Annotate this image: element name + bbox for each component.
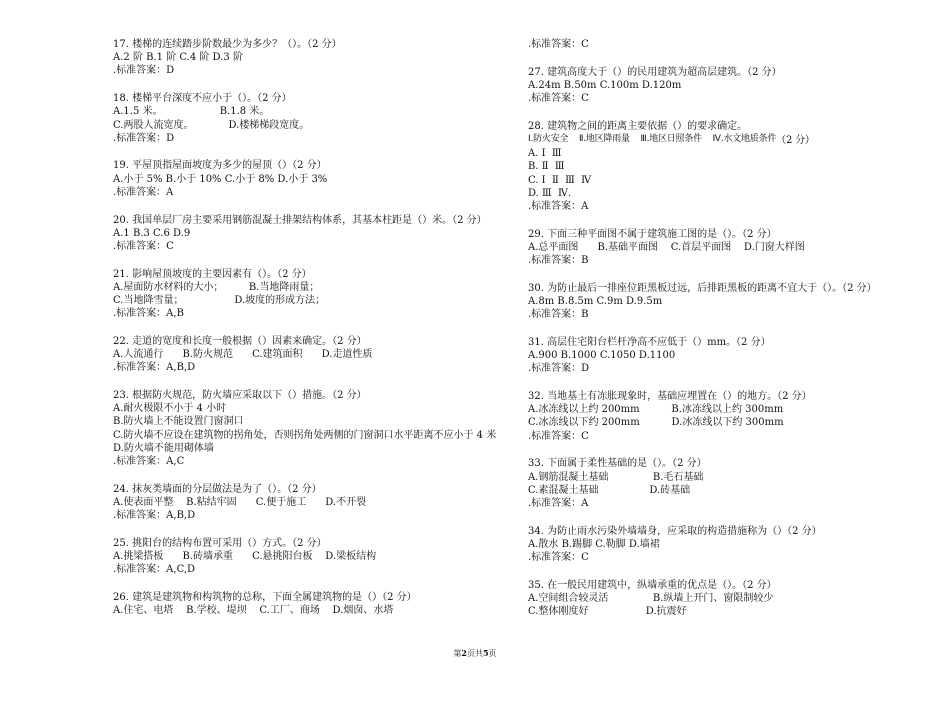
question-options: A.耐火极限不小于 4 小时 (113, 403, 227, 415)
question-options: A.冰冻线以上约 200mm B.冰冻线以上约 300mm (528, 404, 784, 416)
page-footer (0, 648, 950, 659)
question-options: A.8m B.8.5m C.9m D.9.5m (528, 296, 663, 308)
question-options: A.总平面图 B.基础平面图 C.首层平面图 D.门窗大样图 (528, 241, 805, 253)
question-options: A.挑梁搭板 B.砖墙承重 C.悬挑阳台板 D.梁板结构 (113, 551, 377, 563)
standard-answer: .标准答案：D (113, 65, 175, 77)
question-block (113, 483, 505, 523)
question-options: A.900 B.1000 C.1050 D.1100 (528, 350, 676, 362)
question-options: A.住宅、电塔 B.学校、堤坝 C.工厂、商场 D.烟囱、水塔 (113, 605, 394, 617)
standard-answer: .标准答案：C (528, 93, 589, 105)
question-options: C.当地降雪量； D.坡度的形成方法； (113, 295, 326, 307)
standard-answer: .标准答案：A (113, 186, 174, 198)
question-block (113, 537, 505, 577)
question-title: 31. 高层住宅阳台栏杆净高不应低于（）mm。（2 分） (528, 336, 771, 348)
question-options: C.素混凝土基础 D.砖基础 (528, 484, 691, 496)
question-options: A.散水 B.踢脚 C.勒脚 D.墙裙 (528, 538, 660, 550)
question-title: 35. 在一般民用建筑中，纵墙承重的优点是（）。（2 分） (528, 579, 777, 591)
question-options: A. Ⅰ Ⅲ (528, 148, 562, 160)
question-title: 17. 楼梯的连续踏步阶数最少为多少？（）。（2 分） (113, 39, 342, 50)
standard-answer: .标准答案：A (528, 497, 589, 509)
question-options: D. Ⅲ Ⅳ. (528, 187, 572, 199)
carried-answer: .标准答案：C (528, 39, 589, 50)
question-title: 24. 抹灰类墙面的分层做法是为了（）。（2 分） (113, 483, 322, 495)
footer-text: 页 (488, 649, 497, 658)
question-options: C.冰冻线以下约 200mm D.冰冻线以下约 300mm (528, 417, 784, 429)
question-block (113, 389, 505, 468)
question-title: 32. 当地基土有冻胀现象时，基础应埋置在（）的地方。（2 分） (528, 391, 812, 403)
standard-answer: .标准答案：A,B,D (113, 510, 196, 522)
question-block (113, 92, 505, 145)
question-title: 21. 影响屋顶坡度的主要因素有（）。（2 分） (113, 268, 312, 280)
question-title: 28. 建筑物之间的距离主要依据（）的要求确定。 (528, 120, 748, 132)
question-options: A.屋面防水材料的大小； B.当地降雨量； (113, 281, 320, 293)
standard-answer: .标准答案：D (528, 363, 590, 375)
question-options: A.24m B.50m C.100m D.120m (528, 79, 682, 91)
standard-answer: .标准答案：B (528, 255, 589, 267)
question-options: A.人流通行 B.防火规范 C.建筑面积 D.走道性质 (113, 349, 373, 361)
right-column (528, 38, 888, 633)
question-options: C.防火墙不应设在建筑物的拐角处，否则拐角处两侧的门窗洞口水平距离不应小于 4 米 (113, 429, 497, 441)
question-options: A.1.5 米。 B.1.8 米。 (113, 106, 270, 118)
footer-page-number: 2 (461, 648, 467, 658)
question-block (528, 66, 888, 106)
question-options: A.1 B.3 C.6 D.9 (113, 227, 191, 239)
question-options: D.防火墙不能用砌体墙 (113, 442, 214, 454)
standard-answer: .标准答案：A,B,D (113, 362, 196, 374)
question-block (113, 591, 505, 617)
question-title: 34. 为防止雨水污染外墙墙身，应采取的构造措施称为（）（2 分） (528, 525, 822, 537)
question-options: A.空间组合较灵活 B.纵墙上开门、窗限制较少 (528, 593, 774, 604)
question-block (528, 120, 888, 213)
question-block (528, 282, 888, 322)
question-points: （2 分） (776, 135, 815, 147)
question-subline (528, 133, 888, 147)
standard-answer: .标准答案：A,B (113, 308, 184, 320)
footer-text: 第 (453, 649, 462, 658)
question-block (113, 335, 505, 375)
question-block (528, 228, 888, 268)
question-title: 22. 走道的宽度和长度一般根据（）因素来确定。（2 分） (113, 335, 367, 347)
question-title: 30. 为防止最后一排座位距黑板过远，后排距黑板的距离不宜大于（）。（2 分） (528, 282, 877, 294)
question-title: 27. 建筑高度大于（）的民用建筑为超高层建筑。（2 分） (528, 66, 782, 78)
question-block (528, 579, 888, 619)
standard-answer: .标准答案：C (113, 240, 174, 252)
standard-answer: .标准答案：B (528, 309, 589, 321)
question-block (113, 214, 505, 254)
question-title: 26. 建筑是建筑物和构筑物的总称，下面全属建筑物的是（）（2 分） (113, 592, 417, 603)
standard-answer: .标准答案：A,C,D (113, 564, 196, 576)
left-column (113, 38, 505, 632)
question-options: A.使表面平整 B.粘结牢固 C.便于施工 D.不开裂 (113, 496, 367, 508)
question-block (528, 336, 888, 376)
question-options: A.2 阶 B.1 阶 C.4 阶 D.3 阶 (113, 52, 243, 64)
question-block (528, 525, 888, 565)
question-title: 25. 挑阳台的结构布置可采用（）方式。（2 分） (113, 537, 327, 549)
standard-answer: .标准答案：A (528, 201, 589, 213)
question-options: C.整体刚度好 D.抗震好 (528, 606, 687, 618)
question-title: 29. 下面三种平面图不属于建筑施工图的是（）。（2 分） (528, 228, 777, 240)
footer-text: 页共 (467, 649, 483, 658)
question-block (528, 457, 888, 510)
standard-answer: .标准答案：A,C (113, 456, 185, 468)
question-block (113, 159, 505, 199)
question-title: 19. 平屋顶指屋面坡度为多少的屋顶（）（2 分） (113, 160, 327, 172)
standard-answer: .标准答案：D (113, 132, 175, 144)
question-title: 33. 下面属于柔性基础的是（）。（2 分） (528, 458, 707, 470)
question-options: A.钢筋混凝土基础 B.毛石基础 (528, 471, 704, 483)
question-options: C.两股人流宽度。 D.楼梯梯段宽度。 (113, 119, 310, 131)
question-block (528, 390, 888, 443)
question-block (113, 268, 505, 321)
question-options: B.防火墙上不能设置门窗洞口 (113, 416, 244, 428)
question-title: 20. 我国单层厂房主要采用钢筋混凝土排架结构体系，其基本柱距是（）米。（2 分） (113, 214, 487, 226)
question-options: A.小于 5% B.小于 10% C.小于 8% D.小于 3% (113, 173, 328, 185)
footer-total-pages: 5 (483, 648, 489, 658)
question-options: C. Ⅰ Ⅱ Ⅲ Ⅳ (528, 174, 592, 186)
question-block (113, 38, 505, 78)
question-title: 18. 楼梯平台深度不应小于（）。（2 分） (113, 93, 292, 105)
standard-answer: .标准答案：C (528, 430, 589, 442)
subline-text: Ⅰ.防火安全 Ⅱ.地区降雨量 Ⅲ.地区日照条件 Ⅳ.水文地质条件 (528, 134, 777, 145)
question-title: 23. 根据防火规范，防火墙应采取以下（）措施。（2 分） (113, 390, 367, 402)
question-options: B. Ⅱ Ⅲ (528, 161, 565, 173)
standard-answer: .标准答案：C (528, 552, 589, 564)
